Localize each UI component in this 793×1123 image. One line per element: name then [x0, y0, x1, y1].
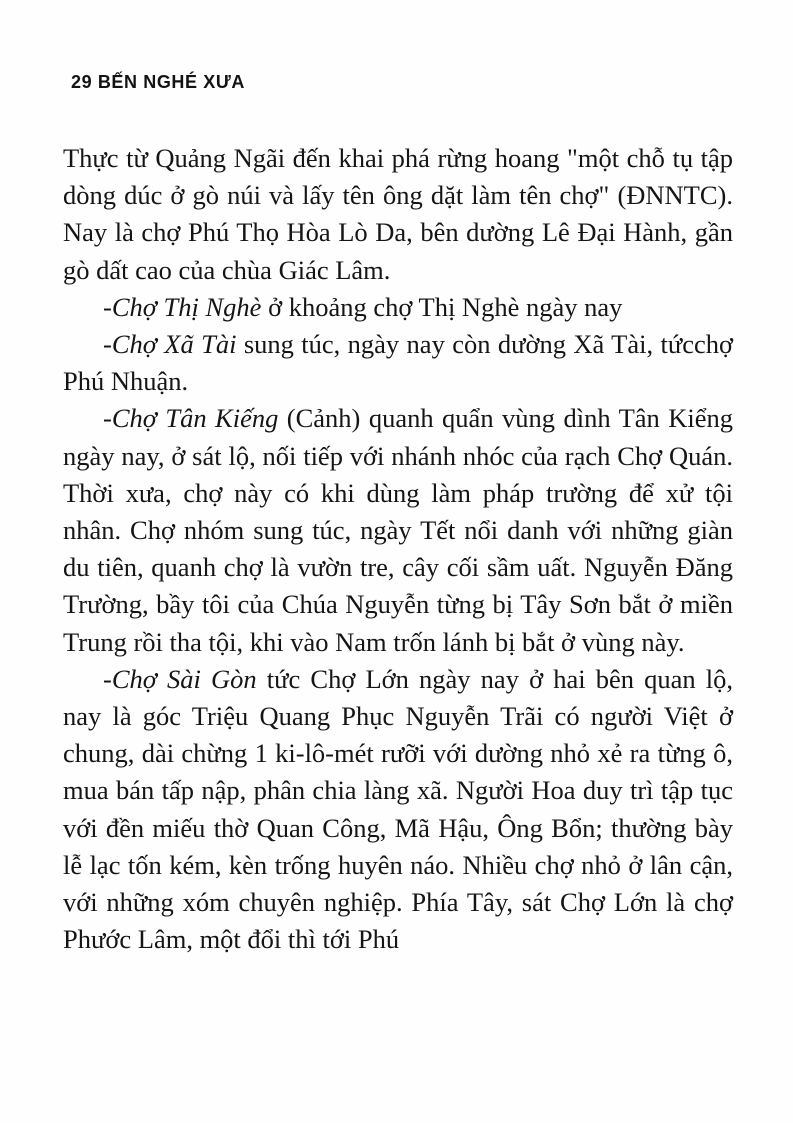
paragraph-text: Thực từ Quảng Ngãi đến khai phá rừng hoang "một chỗ tụ tập dòng dúc ở gò núi và lấy tên ông dặt làm tên chợ" (ĐNNTC). Nay là chợ Phú Thọ Hòa Lò Da, bên dường Lê Đại Hành, gần gò dất cao của chùa Giác Lâm.: [63, 143, 733, 285]
market-name-italic: -Chợ Sài Gòn: [103, 663, 257, 694]
paragraph: [63, 661, 733, 959]
paragraph-text: tức Chợ Lớn ngày nay ở hai bên quan lộ, nay là góc Triệu Quang Phục Nguyễn Trãi có người Việt ở chung, dài chừng 1 ki-lô-mét rưỡi với dường nhỏ xẻ ra từng ô, mua bán tấp nập, phân chia làng xã. Người Hoa duy trì tập tục với đền miếu thờ Quan Công, Mã Hậu, Ông Bổn; thường bày lễ lạc tốn kém, kèn trống huyên náo. Nhiều chợ nhỏ ở lân cận, với những xóm chuyên nghiệp. Phía Tây, sát Chợ Lớn là chợ Phước Lâm, một đổi thì tới Phú: [63, 663, 733, 955]
running-header: 29 BẾN NGHÉ XƯA: [71, 72, 245, 92]
paragraph: [63, 400, 733, 660]
paragraph-text: (Cảnh) quanh quẩn vùng dình Tân Kiểng ngày nay, ở sát lộ, nối tiếp với nhánh nhóc của rạch Chợ Quán. Thời xưa, chợ này có khi dùng làm pháp trường để xử tội nhân. Chợ nhóm sung túc, ngày Tết nổi danh với những giàn du tiên, quanh chợ là vườn tre, cây cối sầm uất. Nguyễn Đăng Trường, bầy tôi của Chúa Nguyễn từng bị Tây Sơn bắt ở miền Trung rồi tha tội, khi vào Nam trốn lánh bị bắt ở vùng này.: [63, 403, 733, 657]
body-text: [63, 140, 733, 958]
market-name-italic: -Chợ Thị Nghè: [103, 291, 262, 322]
paragraph: [63, 326, 733, 400]
paragraph-text: ở khoảng chợ Thị Nghè ngày nay: [261, 291, 623, 322]
paragraph-text: sung túc, ngày nay còn dường Xã Tài, tứcchợ Phú Nhuận.: [63, 329, 733, 397]
market-name-italic: -Chợ Tân Kiếng: [103, 403, 279, 434]
paragraph: [63, 140, 733, 289]
paragraph: [63, 289, 733, 326]
market-name-italic: -Chợ Xã Tài: [103, 329, 237, 360]
